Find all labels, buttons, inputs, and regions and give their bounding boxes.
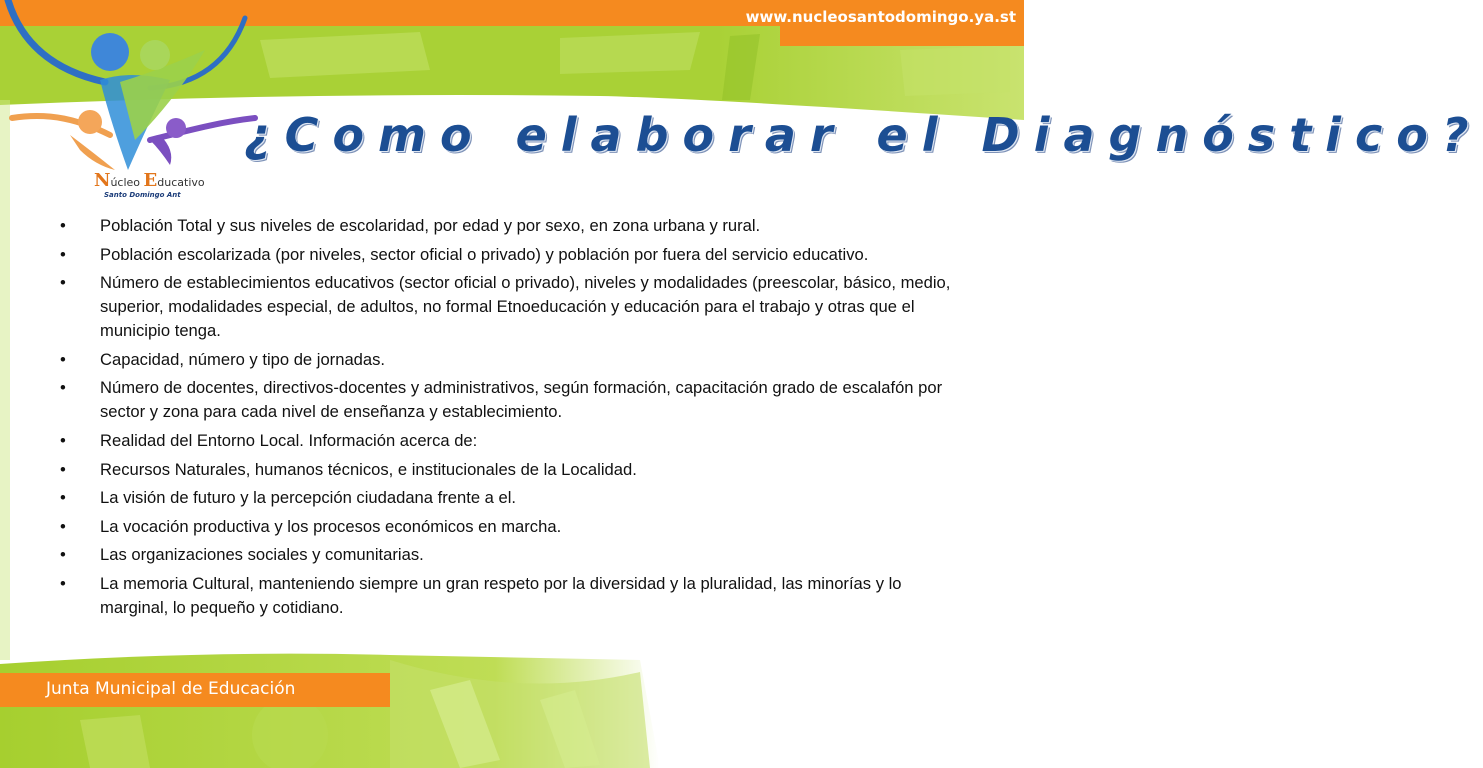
list-item: • Población Total y sus niveles de escolaridad, por edad y por sexo, en zona urbana y rural. [60,214,965,238]
list-item: • Las organizaciones sociales y comunitarias. [60,543,965,567]
bullet-icon: • [60,244,66,264]
list-item: • Recursos Naturales, humanos técnicos, e institucionales de la Localidad. [60,458,965,482]
list-item: • La vocación productiva y los procesos económicos en marcha. [60,515,965,539]
bullet-icon: • [60,459,66,479]
list-item: • Capacidad, número y tipo de jornadas. [60,348,965,372]
logo-subtitle: Santo Domingo Ant [104,191,181,199]
bullet-list [60,214,965,625]
bullet-icon: • [60,216,66,235]
bullet-icon: • [60,430,66,450]
bullet-icon: • [60,273,66,293]
list-item: • Población escolarizada (por niveles, sector oficial o privado) y población por fuera del servicio educativo. [60,243,965,267]
bullet-icon: • [60,573,66,593]
url-banner [745,0,1024,46]
bullet-icon: • [60,378,66,398]
slide-title: ¿Como elaborar el Diagnóstico? [244,108,1483,162]
bullet-icon: • [60,349,66,369]
bullet-icon: • [60,545,66,565]
bullet-icon: • [60,488,66,508]
logo-wordmark: Núcleo Educativo [94,170,205,191]
website-url[interactable]: www.nucleosantodomingo.ya.st [745,8,1016,26]
list-item: • Número de docentes, directivos-docentes y administrativos, según formación, capacitación grado de escalafón por sector y zona para cada nivel de enseñanza y establecimiento. [60,378,943,422]
footer-label: Junta Municipal de Educación [46,679,296,699]
list-item: • Número de establecimientos educativos (sector oficial o privado), niveles y modalidades (preescolar, básico, medio, superior, modalidades especial, de adultos, no formal Etnoeducación y educación para el trabajo y otras que el municipio tenga. [60,273,951,341]
list-item: • Realidad del Entorno Local. Información acerca de: [60,429,965,453]
list-item: • La memoria Cultural, manteniendo siempre un gran respeto por la diversidad y la pluralidad, las minorías y lo marginal, lo pequeño y cotidiano. [60,573,902,617]
list-item: • La visión de futuro y la percepción ciudadana frente a el. [60,486,965,510]
bullet-icon: • [60,516,66,536]
